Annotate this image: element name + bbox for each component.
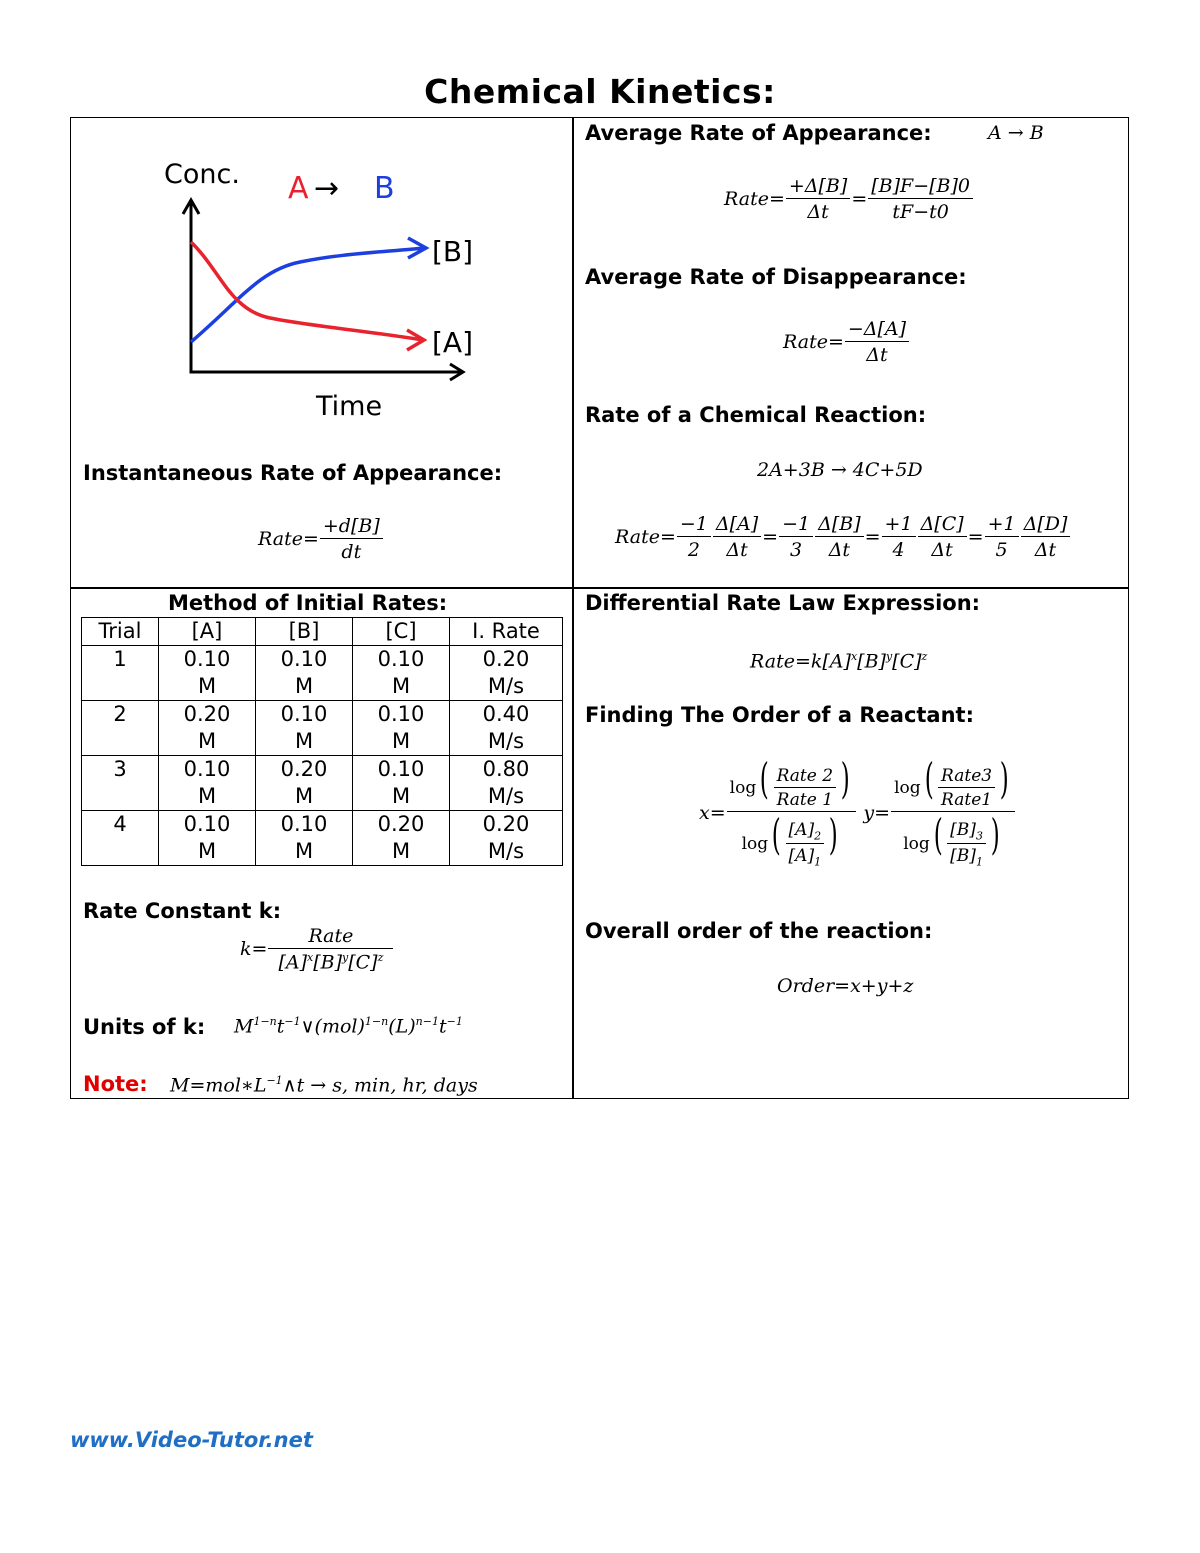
x-bottom <box>739 812 845 868</box>
cell-value: 0.10 <box>377 647 425 671</box>
table-header-row <box>82 618 563 646</box>
cell-unit: M <box>391 784 411 808</box>
rate-reaction-expression <box>615 513 1071 561</box>
frac-den: Rate1 <box>941 790 993 810</box>
cell-rate <box>450 756 563 811</box>
paren-right: ) <box>999 754 1009 803</box>
cell-unit: M/s <box>487 674 525 698</box>
coef-den: 3 <box>790 539 803 561</box>
avg-app-num2: [B]F−[B]0 <box>868 175 973 199</box>
x-lhs: x= <box>699 802 726 825</box>
footer-website: www.Video-Tutor.net <box>70 1428 313 1452</box>
cell-value: 0.10 <box>183 812 231 836</box>
k-lhs: k= <box>240 938 268 961</box>
x-bottom-frac <box>786 820 825 869</box>
avg-appearance-heading: Average Rate of Appearance: <box>585 121 932 145</box>
paren-left: ( <box>771 810 781 859</box>
rate-term-4-coef <box>985 513 1019 561</box>
y-top <box>891 754 1015 812</box>
cell-unit: M <box>294 674 314 698</box>
equals-sign: = <box>864 526 881 548</box>
frac-num: Rate 2 <box>774 766 836 788</box>
log-text: log <box>894 778 921 798</box>
rate-reaction-equation: 2A+3B → 4C+5D <box>757 459 923 481</box>
rate-rxn-lhs: Rate= <box>615 526 676 548</box>
log-text: log <box>729 778 757 798</box>
avg-app-den1: Δt <box>807 201 829 223</box>
cell-unit: M <box>391 839 411 863</box>
delta-den: Δt <box>828 539 851 561</box>
cell-a <box>159 811 256 866</box>
frac-den: $[B]_1$ <box>950 846 983 869</box>
graph-reaction-a: A <box>288 171 309 206</box>
table-row <box>82 646 563 701</box>
cell-unit: M <box>294 729 314 753</box>
rate-term-1-coef <box>677 513 711 561</box>
k-num: Rate <box>268 925 393 949</box>
col-header-a: [A] <box>159 618 256 646</box>
cell-a <box>159 756 256 811</box>
table-row <box>82 811 563 866</box>
rate-constant-heading: Rate Constant k: <box>83 899 282 923</box>
cell-value: 0.20 <box>183 702 231 726</box>
cell-a <box>159 701 256 756</box>
cell-value: 0.20 <box>482 812 530 836</box>
cell-unit: M/s <box>487 784 525 808</box>
cell-unit: M <box>197 729 217 753</box>
graph-x-label: Time <box>316 391 383 422</box>
equals-sign: = <box>762 526 779 548</box>
coef-num: −1 <box>677 513 711 537</box>
k-fraction <box>268 925 393 973</box>
initial-rates-table <box>81 617 563 866</box>
table-row <box>82 701 563 756</box>
k-den: $[A]^x[B]^y[C]^z$ <box>278 951 384 974</box>
cell-c <box>353 756 450 811</box>
x-top-frac <box>774 766 836 810</box>
graph-axes <box>191 202 462 372</box>
inst-den: dt <box>341 541 362 563</box>
delta-num: Δ[C] <box>918 513 967 537</box>
cell-value: 0.10 <box>183 647 231 671</box>
cell-b <box>256 701 353 756</box>
delta-den: Δt <box>1034 539 1057 561</box>
coef-num: −1 <box>779 513 813 537</box>
log-text: log <box>903 834 930 854</box>
paren-left: ( <box>759 754 769 803</box>
rate-term-3-delta <box>918 513 967 561</box>
cell-unit: M/s <box>487 839 525 863</box>
note-expression: $M=mol∗L^{-1}\wedge t \to s$, min, hr, days <box>170 1074 478 1097</box>
delta-num: Δ[B] <box>815 513 864 537</box>
col-header-rate: I. Rate <box>450 618 563 646</box>
avg-app-den2: tF−t0 <box>892 201 949 223</box>
avg-dis-lhs: Rate= <box>783 331 844 353</box>
y-top-frac <box>938 766 995 810</box>
coef-num: +1 <box>882 513 916 537</box>
instantaneous-rate-equation <box>258 515 384 563</box>
coef-den: 2 <box>687 539 700 561</box>
graph-reaction-arrow: → <box>314 171 340 206</box>
frac-num: $[A]_2$ <box>786 820 825 844</box>
cell-value: 0.20 <box>280 757 328 781</box>
rate-term-2-delta <box>815 513 864 561</box>
frac-num: Rate3 <box>938 766 995 788</box>
cell-unit: M <box>391 674 411 698</box>
avg-app-lhs: Rate= <box>724 188 785 210</box>
cell-c <box>353 646 450 701</box>
grid-divider-horizontal <box>70 587 1129 589</box>
overall-order-expression: Order=x+y+z <box>777 975 914 997</box>
equals-sign: = <box>967 526 984 548</box>
avg-appearance-equation <box>724 175 974 223</box>
initial-rates-heading: Method of Initial Rates: <box>168 591 448 615</box>
graph-reaction-b: B <box>374 171 395 206</box>
units-k-heading: Units of k: <box>83 1015 206 1039</box>
concentration-time-graph <box>150 150 510 430</box>
rate-constant-equation <box>240 925 394 973</box>
cell-trial: 3 <box>82 756 159 811</box>
cell-value: 0.40 <box>482 702 530 726</box>
delta-num: Δ[A] <box>713 513 761 537</box>
delta-num: Δ[D] <box>1021 513 1071 537</box>
note-label: Note: <box>83 1072 148 1096</box>
inst-fraction <box>320 515 383 563</box>
cell-rate <box>450 811 563 866</box>
paren-left: ( <box>924 754 934 803</box>
paren-left: ( <box>933 810 943 859</box>
rate-term-3-coef <box>882 513 916 561</box>
paren-right: ) <box>840 754 850 803</box>
log-text: log <box>741 834 769 854</box>
cell-value: 0.10 <box>280 702 328 726</box>
avg-dis-frac <box>845 318 909 366</box>
cell-value: 0.10 <box>280 647 328 671</box>
frac-den: Rate 1 <box>776 790 834 810</box>
graph-y-label: Conc. <box>164 159 240 190</box>
coef-num: +1 <box>985 513 1019 537</box>
cell-unit: M/s <box>487 729 525 753</box>
cell-trial: 1 <box>82 646 159 701</box>
avg-appearance-reaction: A → B <box>988 122 1044 144</box>
curve-a-label: [A] <box>432 326 474 359</box>
cell-unit: M <box>294 839 314 863</box>
paren-right: ) <box>990 810 1000 859</box>
avg-app-eq: = <box>851 188 868 210</box>
curve-a <box>191 242 423 340</box>
cell-trial: 2 <box>82 701 159 756</box>
avg-dis-num: −Δ[A] <box>845 318 909 342</box>
x-top <box>727 754 857 812</box>
overall-order-heading: Overall order of the reaction: <box>585 919 933 943</box>
frac-num: $[B]_3$ <box>947 820 986 844</box>
col-header-b: [B] <box>256 618 353 646</box>
avg-app-num1: +Δ[B] <box>786 175 850 199</box>
instantaneous-rate-heading: Instantaneous Rate of Appearance: <box>83 461 503 485</box>
y-lhs: y= <box>863 802 891 825</box>
cell-unit: M <box>294 784 314 808</box>
cell-unit: M <box>197 839 217 863</box>
cell-value: 0.10 <box>280 812 328 836</box>
delta-den: Δt <box>931 539 953 561</box>
cell-b <box>256 756 353 811</box>
coef-den: 5 <box>995 539 1008 561</box>
cell-unit: M <box>391 729 411 753</box>
curve-b-label: [B] <box>432 235 474 268</box>
cell-a <box>159 646 256 701</box>
cell-rate <box>450 646 563 701</box>
frac-den: $[A]_1$ <box>788 846 822 869</box>
x-order-equation <box>699 754 1016 869</box>
avg-disappearance-heading: Average Rate of Disappearance: <box>585 265 967 289</box>
cell-trial: 4 <box>82 811 159 866</box>
cell-value: 0.10 <box>183 757 231 781</box>
diff-rate-law-expression: $Rate=k[A]^x[B]^y[C]^z$ <box>750 650 928 673</box>
cell-c <box>353 811 450 866</box>
cell-value: 0.20 <box>482 647 530 671</box>
order-reactant-heading: Finding The Order of a Reactant: <box>585 703 974 727</box>
inst-lhs: Rate= <box>258 528 319 550</box>
cell-value: 0.80 <box>482 757 530 781</box>
col-header-trial: Trial <box>82 618 159 646</box>
avg-app-frac1 <box>786 175 850 223</box>
rate-reaction-heading: Rate of a Chemical Reaction: <box>585 403 927 427</box>
table-row <box>82 756 563 811</box>
cell-unit: M <box>197 674 217 698</box>
y-fraction <box>891 754 1015 869</box>
avg-disappearance-equation <box>783 318 910 366</box>
col-header-c: [C] <box>353 618 450 646</box>
curve-b <box>191 248 425 342</box>
delta-den: Δt <box>726 539 748 561</box>
diff-rate-law-heading: Differential Rate Law Expression: <box>585 591 981 615</box>
rate-term-1-delta <box>713 513 761 561</box>
cell-value: 0.10 <box>377 757 425 781</box>
cell-b <box>256 811 353 866</box>
units-k-expression: $M^{1-n}t^{-1}\vee(mol)^{1-n}(L)^{n-1}t^{-1}$ <box>234 1015 463 1038</box>
cell-b <box>256 646 353 701</box>
y-bottom <box>900 812 1006 868</box>
paren-right: ) <box>828 810 838 859</box>
cell-value: 0.20 <box>377 812 425 836</box>
rate-term-4-delta <box>1021 513 1071 561</box>
cell-unit: M <box>197 784 217 808</box>
y-bottom-frac <box>947 820 986 869</box>
cell-rate <box>450 701 563 756</box>
avg-dis-den: Δt <box>866 344 888 366</box>
cell-value: 0.10 <box>377 702 425 726</box>
cell-c <box>353 701 450 756</box>
avg-app-frac2 <box>868 175 973 223</box>
coef-den: 4 <box>892 539 905 561</box>
inst-num: +d[B] <box>320 515 383 539</box>
rate-term-2-coef <box>779 513 813 561</box>
x-fraction <box>727 754 857 869</box>
grid-divider-vertical <box>572 117 574 1099</box>
page-title: Chemical Kinetics: <box>424 72 776 111</box>
